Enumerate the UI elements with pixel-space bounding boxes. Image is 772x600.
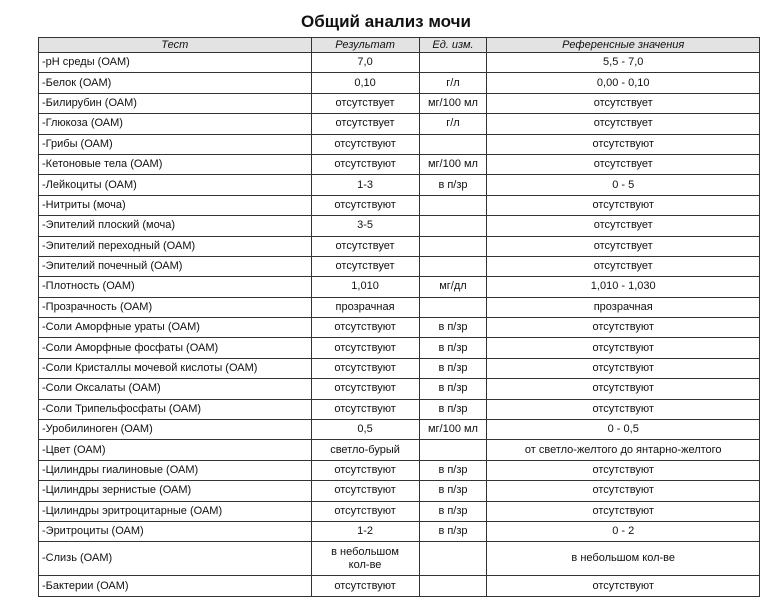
result-value: светло-бурый <box>311 440 419 460</box>
reference-range: отсутствуют <box>487 338 760 358</box>
reference-range: 5,5 - 7,0 <box>487 53 760 73</box>
test-name: -Соли Аморфные фосфаты (ОАМ) <box>39 338 312 358</box>
test-name: -Цилиндры эритроцитарные (ОАМ) <box>39 501 312 521</box>
unit: в п/зр <box>419 358 487 378</box>
table-row <box>39 460 760 480</box>
unit <box>419 134 487 154</box>
test-name: -Лейкоциты (ОАМ) <box>39 175 312 195</box>
reference-range: отсутствуют <box>487 318 760 338</box>
unit: в п/зр <box>419 399 487 419</box>
reference-range: в небольшом кол-ве <box>487 542 760 576</box>
table-row <box>39 256 760 276</box>
table-row <box>39 195 760 215</box>
unit: в п/зр <box>419 460 487 480</box>
test-name: -Соли Кристаллы мочевой кислоты (ОАМ) <box>39 358 312 378</box>
reference-range: отсутствует <box>487 93 760 113</box>
test-name: -Соли Оксалаты (ОАМ) <box>39 379 312 399</box>
test-name: -Слизь (ОАМ) <box>39 542 312 576</box>
result-value: прозрачная <box>311 297 419 317</box>
result-value: отсутствуют <box>311 134 419 154</box>
result-value: в небольшом кол-ве <box>311 542 419 576</box>
result-value: 1,010 <box>311 277 419 297</box>
test-name: -Глюкоза (ОАМ) <box>39 114 312 134</box>
reference-range: 0,00 - 0,10 <box>487 73 760 93</box>
unit <box>419 542 487 576</box>
table-row <box>39 481 760 501</box>
reference-range: от светло-желтого до янтарно-желтого <box>487 440 760 460</box>
unit: в п/зр <box>419 338 487 358</box>
unit <box>419 195 487 215</box>
reference-range: отсутствуют <box>487 195 760 215</box>
result-value: отсутствует <box>311 236 419 256</box>
result-value: отсутствуют <box>311 501 419 521</box>
unit <box>419 236 487 256</box>
table-row <box>39 379 760 399</box>
header-result: Результат <box>311 38 419 53</box>
unit: г/л <box>419 114 487 134</box>
table-row <box>39 114 760 134</box>
result-value: 1-2 <box>311 521 419 541</box>
result-value: отсутствуют <box>311 481 419 501</box>
unit <box>419 297 487 317</box>
test-name: -Цилиндры гиалиновые (ОАМ) <box>39 460 312 480</box>
test-name: -Билирубин (ОАМ) <box>39 93 312 113</box>
test-name: -Соли Трипельфосфаты (ОАМ) <box>39 399 312 419</box>
test-name: -Бактерии (ОАМ) <box>39 576 312 596</box>
reference-range: отсутствует <box>487 256 760 276</box>
result-value: отсутствуют <box>311 358 419 378</box>
result-value: отсутствуют <box>311 576 419 596</box>
test-name: -Нитриты (моча) <box>39 195 312 215</box>
result-value: отсутствуют <box>311 195 419 215</box>
unit: мг/100 мл <box>419 154 487 174</box>
result-value: 7,0 <box>311 53 419 73</box>
reference-range: 0 - 5 <box>487 175 760 195</box>
result-value: 1-3 <box>311 175 419 195</box>
table-row <box>39 297 760 317</box>
unit <box>419 53 487 73</box>
result-value: отсутствует <box>311 256 419 276</box>
header-test: Тест <box>39 38 312 53</box>
table-row <box>39 53 760 73</box>
reference-range: отсутствуют <box>487 379 760 399</box>
unit: в п/зр <box>419 175 487 195</box>
reference-range: отсутствуют <box>487 576 760 596</box>
unit: в п/зр <box>419 379 487 399</box>
test-name: -pH среды (ОАМ) <box>39 53 312 73</box>
reference-range: отсутствует <box>487 154 760 174</box>
table-row <box>39 521 760 541</box>
result-value: отсутствует <box>311 93 419 113</box>
unit: в п/зр <box>419 318 487 338</box>
result-value: отсутствуют <box>311 399 419 419</box>
result-value: отсутствуют <box>311 318 419 338</box>
reference-range: отсутствуют <box>487 358 760 378</box>
unit: мг/дл <box>419 277 487 297</box>
unit <box>419 576 487 596</box>
table-row <box>39 440 760 460</box>
result-value: 0,5 <box>311 420 419 440</box>
unit: в п/зр <box>419 481 487 501</box>
test-name: -Соли Аморфные ураты (ОАМ) <box>39 318 312 338</box>
reference-range: отсутствуют <box>487 501 760 521</box>
table-row <box>39 236 760 256</box>
reference-range: отсутствуют <box>487 134 760 154</box>
reference-range: прозрачная <box>487 297 760 317</box>
test-name: -Прозрачность (ОАМ) <box>39 297 312 317</box>
test-name: -Эпителий почечный (ОАМ) <box>39 256 312 276</box>
unit: г/л <box>419 73 487 93</box>
result-value: отсутствуют <box>311 460 419 480</box>
result-value: 0,10 <box>311 73 419 93</box>
table-row <box>39 93 760 113</box>
test-name: -Грибы (ОАМ) <box>39 134 312 154</box>
table-row <box>39 542 760 576</box>
table-row <box>39 420 760 440</box>
result-value: 3-5 <box>311 216 419 236</box>
table-row <box>39 318 760 338</box>
reference-range: 0 - 0,5 <box>487 420 760 440</box>
table-row <box>39 358 760 378</box>
result-value: отсутствует <box>311 114 419 134</box>
results-table <box>38 37 760 597</box>
test-name: -Цвет (ОАМ) <box>39 440 312 460</box>
table-row <box>39 154 760 174</box>
test-name: -Плотность (ОАМ) <box>39 277 312 297</box>
unit <box>419 256 487 276</box>
unit <box>419 440 487 460</box>
table-row <box>39 134 760 154</box>
reference-range: отсутствуют <box>487 399 760 419</box>
result-value: отсутствуют <box>311 338 419 358</box>
header-unit: Ед. изм. <box>419 38 487 53</box>
reference-range: отсутствует <box>487 236 760 256</box>
table-row <box>39 73 760 93</box>
table-row <box>39 277 760 297</box>
reference-range: отсутствуют <box>487 460 760 480</box>
header-reference: Референсные значения <box>487 38 760 53</box>
unit <box>419 216 487 236</box>
test-name: -Белок (ОАМ) <box>39 73 312 93</box>
table-row <box>39 175 760 195</box>
table-row <box>39 216 760 236</box>
test-name: -Цилиндры зернистые (ОАМ) <box>39 481 312 501</box>
reference-range: отсутствует <box>487 114 760 134</box>
test-name: -Эпителий переходный (ОАМ) <box>39 236 312 256</box>
page-title: Общий анализ мочи <box>301 12 471 31</box>
test-name: -Эпителий плоский (моча) <box>39 216 312 236</box>
unit: мг/100 мл <box>419 93 487 113</box>
table-header-row <box>39 38 760 53</box>
table-row <box>39 399 760 419</box>
unit: в п/зр <box>419 521 487 541</box>
reference-range: 0 - 2 <box>487 521 760 541</box>
unit: мг/100 мл <box>419 420 487 440</box>
reference-range: отсутствует <box>487 216 760 236</box>
reference-range: 1,010 - 1,030 <box>487 277 760 297</box>
unit: в п/зр <box>419 501 487 521</box>
result-value: отсутствуют <box>311 154 419 174</box>
test-name: -Эритроциты (ОАМ) <box>39 521 312 541</box>
table-row <box>39 501 760 521</box>
test-name: -Уробилиноген (ОАМ) <box>39 420 312 440</box>
test-name: -Кетоновые тела (ОАМ) <box>39 154 312 174</box>
table-row <box>39 338 760 358</box>
table-row <box>39 576 760 596</box>
reference-range: отсутствуют <box>487 481 760 501</box>
result-value: отсутствуют <box>311 379 419 399</box>
